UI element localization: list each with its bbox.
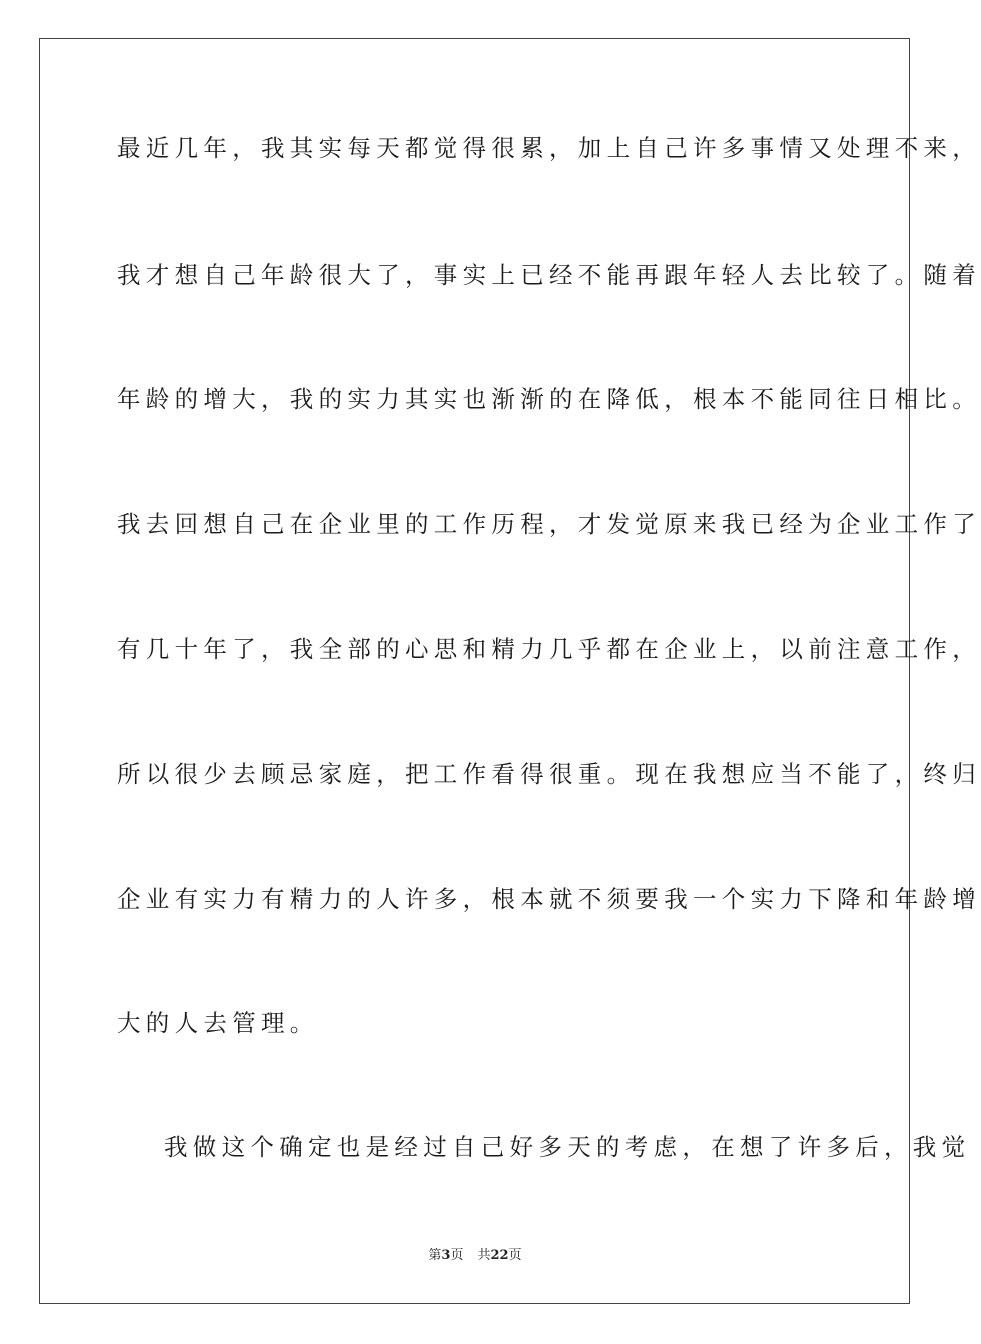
body-text-line-5: 有几十年了，我全部的心思和精力几乎都在企业上，以前注意工作， [117, 635, 981, 663]
body-text-line-3: 年龄的增大，我的实力其实也渐渐的在降低，根本不能同往日相比。 [117, 385, 981, 413]
paragraph-start-line: 我做这个确定也是经过自己好多天的考虑，在想了许多后，我觉 [164, 1133, 971, 1161]
body-text-line-7: 企业有实力有精力的人许多，根本就不须要我一个实力下降和年龄增 [117, 885, 981, 913]
total-pages-number: 22 [490, 1248, 509, 1263]
total-suffix: 页 [508, 1248, 522, 1263]
page-number-footer [0, 1248, 950, 1264]
total-prefix: 共 [477, 1248, 491, 1263]
body-text-line-8: 大的人去管理。 [117, 1009, 319, 1037]
current-page-number: 3 [441, 1248, 451, 1263]
body-text-line-6: 所以很少去顾忌家庭，把工作看得很重。现在我想应当不能了，终归 [117, 760, 981, 788]
page-prefix: 第 [428, 1248, 442, 1263]
body-text-line-4: 我去回想自己在企业里的工作历程，才发觉原来我已经为企业工作了 [117, 510, 981, 538]
page-border [39, 38, 981, 1304]
body-text-line-1: 最近几年，我其实每天都觉得很累，加上自己许多事情又处理不来， [117, 134, 981, 162]
body-text-line-2: 我才想自己年龄很大了，事实上已经不能再跟年轻人去比较了。随着 [117, 261, 981, 289]
page-suffix: 页 [450, 1248, 464, 1263]
